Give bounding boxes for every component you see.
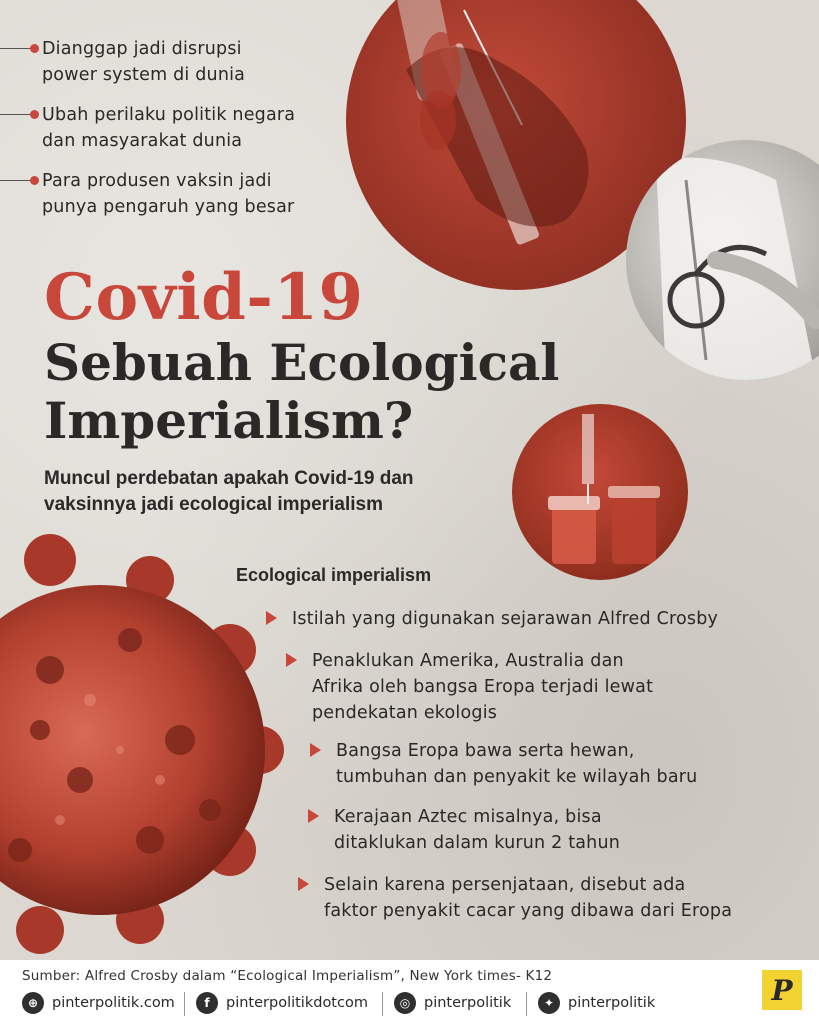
ecological-item-text: Istilah yang digunakan sejarawan Alfred Crosby <box>292 609 719 629</box>
footer-divider <box>382 992 383 1016</box>
top-bullet-list <box>0 36 340 234</box>
social-label: pinterpolitik.com <box>52 995 175 1011</box>
ecological-item <box>266 606 718 632</box>
top-bullet-item <box>0 168 340 220</box>
subtitle: Muncul perdebatan apakah Covid-19 dan vaksinnya jadi ecological imperialism <box>44 468 414 515</box>
social-label: pinterpolitik <box>568 995 656 1011</box>
footer-divider <box>526 992 527 1016</box>
footer <box>0 960 819 1024</box>
top-bullet-text: Ubah perilaku politik negara dan masyarakat dunia <box>42 105 296 151</box>
bullet-connector-line <box>0 48 30 49</box>
facebook-icon: f <box>196 992 218 1014</box>
bullet-dot-icon <box>30 110 39 119</box>
ecological-item-text: Penaklukan Amerika, Australia dan Afrika oleh bangsa Eropa terjadi lewat pendekatan ekologis <box>312 651 654 723</box>
triangle-bullet-icon <box>266 611 277 625</box>
ecological-item <box>298 872 732 924</box>
social-twitter[interactable] <box>538 992 655 1014</box>
source-credit: Sumber: Alfred Crosby dalam “Ecological Imperialism”, New York times- K12 <box>22 968 553 984</box>
headline-subject <box>44 334 604 450</box>
headline-line-1: Sebuah Ecological <box>44 333 560 392</box>
virus-illustration <box>0 520 330 960</box>
ecological-item-text: Bangsa Eropa bawa serta hewan, tumbuhan dan penyakit ke wilayah baru <box>336 741 698 787</box>
triangle-bullet-icon <box>308 809 319 823</box>
ecological-item-text: Kerajaan Aztec misalnya, bisa ditaklukan dalam kurun 2 tahun <box>334 807 621 853</box>
social-label: pinterpolitikdotcom <box>226 995 368 1011</box>
globe-icon: ⊕ <box>22 992 44 1014</box>
bullet-connector-line <box>0 114 30 115</box>
pinterpolitik-logo: P <box>762 970 802 1010</box>
headline-line-2: Imperialism? <box>44 391 414 450</box>
bullet-dot-icon <box>30 44 39 53</box>
triangle-bullet-icon <box>310 743 321 757</box>
footer-divider <box>184 992 185 1016</box>
bullet-connector-line <box>0 180 30 181</box>
ecological-section-title: Ecological imperialism <box>236 565 432 585</box>
instagram-icon: ◎ <box>394 992 416 1014</box>
ecological-item <box>308 804 620 856</box>
top-bullet-item <box>0 36 340 88</box>
social-instagram[interactable] <box>394 992 511 1014</box>
triangle-bullet-icon <box>298 877 309 891</box>
ecological-item <box>310 738 697 790</box>
bullet-dot-icon <box>30 176 39 185</box>
top-bullet-text: Dianggap jadi disrupsi power system di dunia <box>42 39 246 85</box>
top-bullet-item <box>0 102 340 154</box>
ecological-item-text: Selain karena persenjataan, disebut ada faktor penyakit cacar yang dibawa dari Eropa <box>324 875 733 921</box>
social-facebook[interactable] <box>196 992 368 1014</box>
ecological-item <box>286 648 653 726</box>
social-label: pinterpolitik <box>424 995 512 1011</box>
twitter-icon: ✦ <box>538 992 560 1014</box>
top-bullet-text: Para produsen vaksin jadi punya pengaruh yang besar <box>42 171 295 217</box>
headline-covid: Covid-19 <box>44 260 364 335</box>
triangle-bullet-icon <box>286 653 297 667</box>
social-website[interactable] <box>22 992 175 1014</box>
